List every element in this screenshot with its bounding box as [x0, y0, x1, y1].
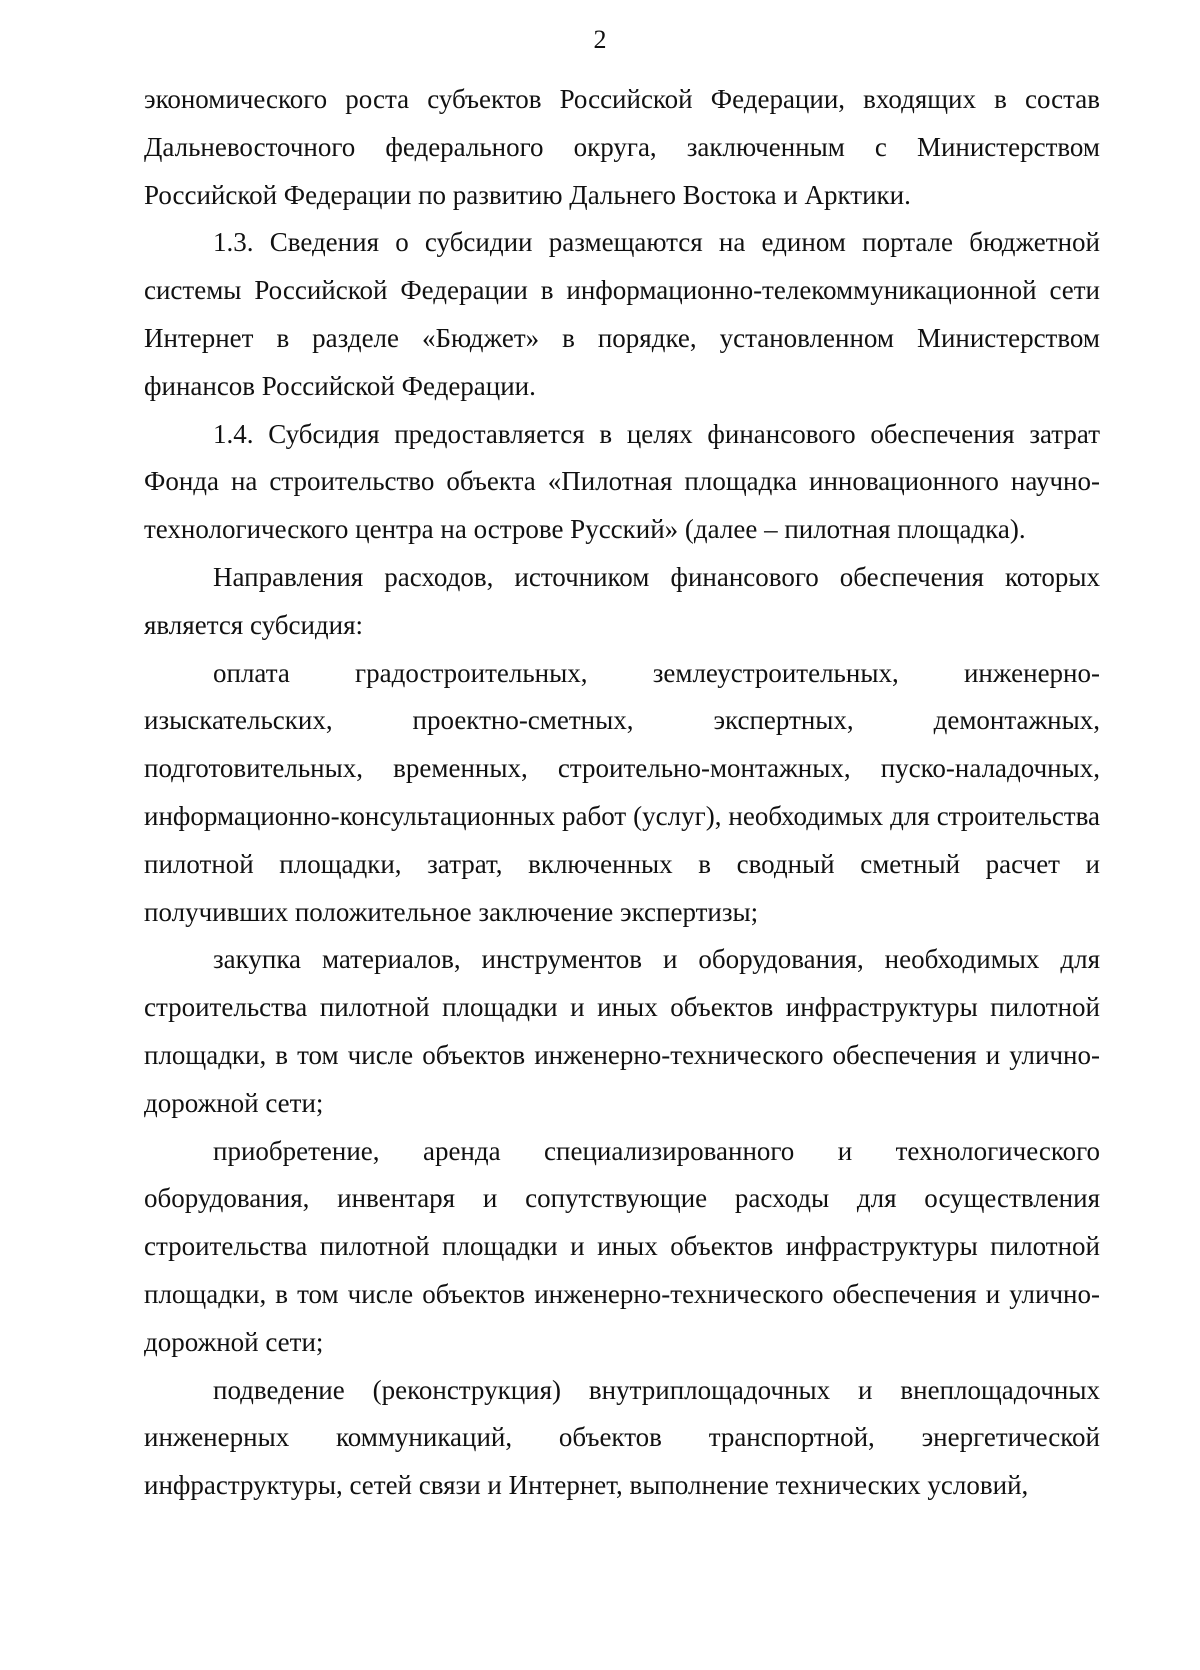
- paragraph-expense-directions: Направления расходов, источником финансового обеспечения которых является субсидия:: [144, 561, 1100, 640]
- paragraph-1-3: 1.3. Сведения о субсидии размещаются на едином портале бюджетной системы Российской Федерации в информационно-телекоммуникационной сети Интернет в разделе «Бюджет» в порядке, установленном Министерством финансов Российской Федерации.: [144, 227, 1100, 401]
- paragraph-1-4: 1.4. Субсидия предоставляется в целях финансового обеспечения затрат Фонда на строительство объекта «Пилотная площадка инновационного научно-технологического центра на острове Русский» (далее – пилотная площадка).: [144, 418, 1100, 545]
- list-item-procurement: закупка материалов, инструментов и оборудования, необходимых для строительства пилотной площадки и иных объектов инфраструктуры пилотной площадки, в том числе объектов инженерно-технического обеспечения и улично-дорожной сети;: [144, 944, 1100, 1118]
- paragraph-continuation: экономического роста субъектов Российской Федерации, входящих в состав Дальневосточного федерального округа, заключенным с Министерством Российской Федерации по развитию Дальнего Востока и Арктики.: [144, 84, 1100, 210]
- list-item-utilities: подведение (реконструкция) внутриплощадочных и внеплощадочных инженерных коммуникаций, объектов транспортной, энергетической инфраструктуры, сетей связи и Интернет, выполнение технических условий,: [144, 1374, 1100, 1501]
- list-item-acquisition: приобретение, аренда специализированного и технологического оборудования, инвентаря и сопутствующие расходы для осуществления строительства пилотной площадки и иных объектов инфраструктуры пилотной площадки, в том числе объектов инженерно-технического обеспечения и улично-дорожной сети;: [144, 1135, 1100, 1357]
- document-body: [144, 76, 1100, 1510]
- list-item-payment: оплата градостроительных, землеустроительных, инженерно-изыскательских, проектно-сметных, экспертных, демонтажных, подготовительных, временных, строительно-монтажных, пуско-наладочных, информационно-консультационных работ (услуг), необходимых для строительства пилотной площадки, затрат, включенных в сводный сметный расчет и получивших положительное заключение экспертизы;: [144, 657, 1100, 927]
- page-number: 2: [593, 25, 607, 54]
